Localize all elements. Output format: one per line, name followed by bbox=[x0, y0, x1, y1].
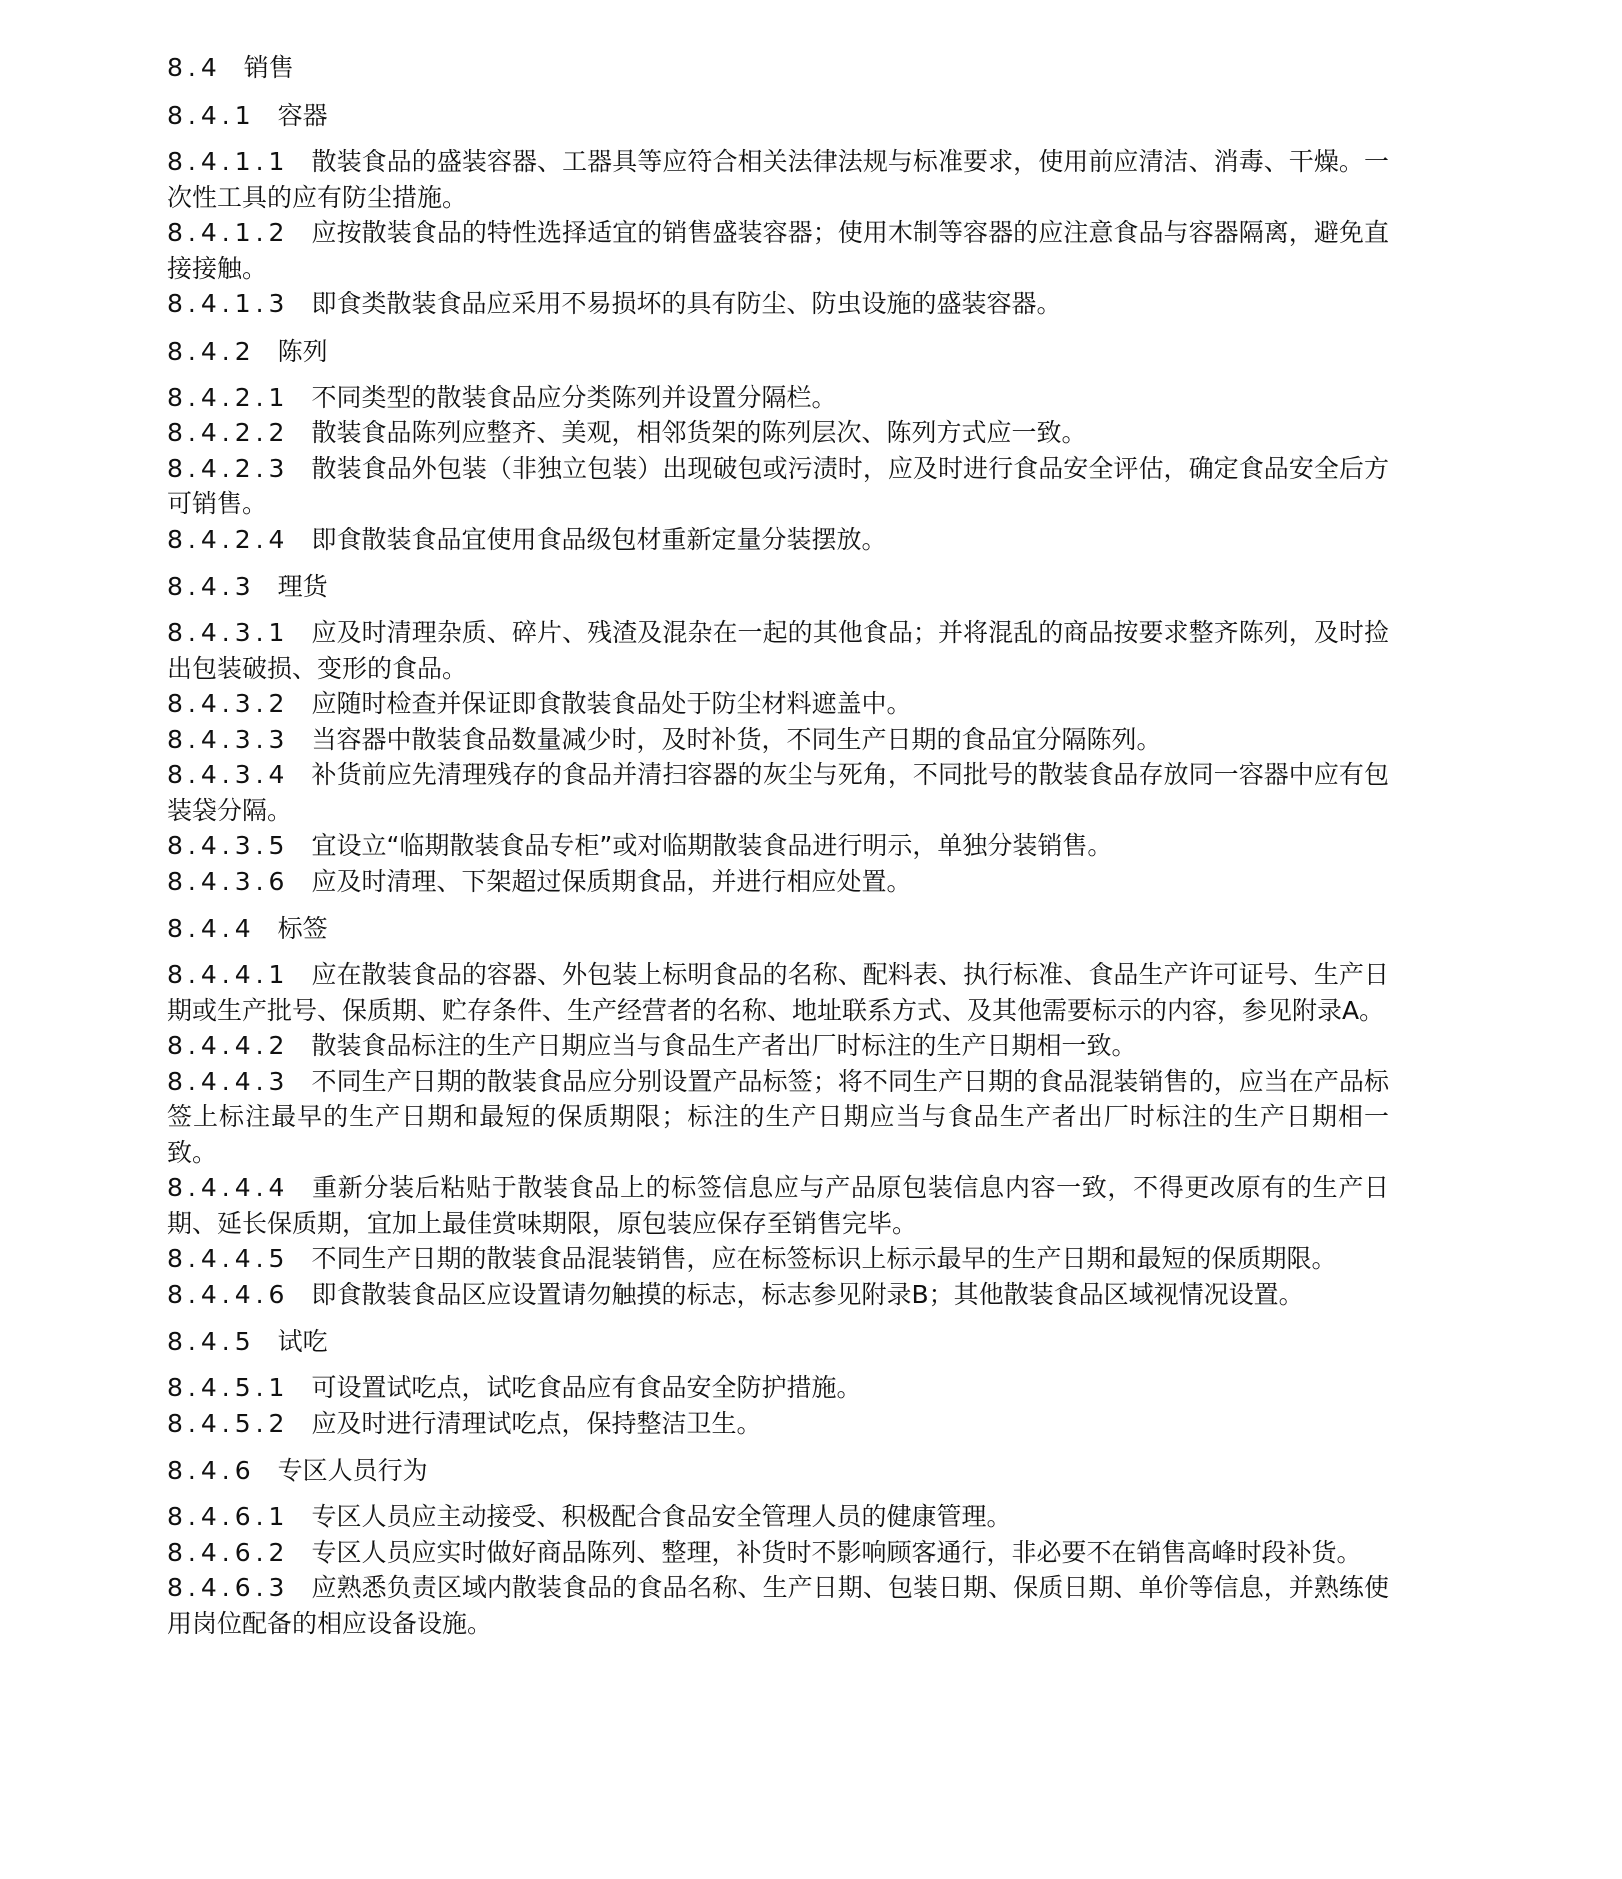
clause-number: 8.4.2.4 bbox=[167, 524, 290, 554]
clause-text: 应及时清理杂质、碎片、残渣及混杂在一起的其他食品；并将混乱的商品按要求整齐陈列，及时捡出包装破损、变形的食品。 bbox=[167, 618, 1389, 683]
clause-text: 应熟悉负责区域内散装食品的食品名称、生产日期、包装日期、保质日期、单价等信息，并熟练使用岗位配备的相应设备设施。 bbox=[167, 1573, 1389, 1638]
section-title: 陈列 bbox=[277, 336, 328, 366]
clause-text: 专区人员应实时做好商品陈列、整理，补货时不影响顾客通行，非必要不在销售高峰时段补货。 bbox=[311, 1537, 1362, 1567]
subsection-heading bbox=[167, 911, 1389, 947]
clause-number: 8.4.4.1 bbox=[167, 960, 290, 989]
section-title: 容器 bbox=[277, 101, 328, 130]
clause-number: 8.4.2.2 bbox=[167, 418, 290, 447]
clause-number: 8.4.3.4 bbox=[167, 760, 290, 789]
clause-text: 散装食品陈列应整齐、美观，相邻货架的陈列层次、陈列方式应一致。 bbox=[311, 418, 1087, 447]
clause-text: 应及时进行清理试吃点，保持整洁卫生。 bbox=[311, 1408, 762, 1438]
clause-number: 8.4.4.4 bbox=[167, 1173, 290, 1202]
section-number: 8.4.2 bbox=[167, 336, 256, 366]
clause bbox=[167, 686, 1389, 722]
clause-number: 8.4.4.2 bbox=[167, 1031, 290, 1060]
clause-number: 8.4.1.3 bbox=[167, 289, 290, 318]
clause-number: 8.4.1.2 bbox=[167, 218, 290, 247]
clause-number: 8.4.6.2 bbox=[167, 1537, 290, 1567]
clause-text: 即食散装食品宜使用食品级包材重新定量分装摆放。 bbox=[311, 524, 887, 554]
clause-text: 不同类型的散装食品应分类陈列并设置分隔栏。 bbox=[311, 382, 837, 412]
clause bbox=[167, 286, 1389, 322]
clause bbox=[167, 828, 1389, 864]
clause-text: 即食散装食品区应设置请勿触摸的标志，标志参见附录B；其他散装食品区域视情况设置。 bbox=[311, 1279, 1304, 1309]
clause bbox=[167, 1499, 1389, 1535]
clause-number: 8.4.3.1 bbox=[167, 618, 290, 647]
clause bbox=[167, 1170, 1389, 1241]
clause-number: 8.4.4.5 bbox=[167, 1244, 290, 1273]
clause bbox=[167, 522, 1389, 558]
main-section-heading bbox=[167, 50, 1389, 86]
section-number: 8.4.5 bbox=[167, 1327, 256, 1356]
subsection-heading bbox=[167, 1453, 1389, 1489]
clause-text: 应在散装食品的容器、外包装上标明食品的名称、配料表、执行标准、食品生产许可证号、生产日期或生产批号、保质期、贮存条件、生产经营者的名称、地址联系方式、及其他需要标示的内容，参见附录A。 bbox=[167, 960, 1389, 1025]
subsection-heading bbox=[167, 334, 1389, 370]
clause-text: 当容器中散装食品数量减少时，及时补货，不同生产日期的食品宜分隔陈列。 bbox=[311, 724, 1162, 754]
clause-number: 8.4.5.2 bbox=[167, 1408, 290, 1438]
clause-number: 8.4.3.3 bbox=[167, 724, 290, 754]
section-title: 标签 bbox=[277, 914, 328, 943]
section-number: 8.4.3 bbox=[167, 572, 256, 601]
clause bbox=[167, 1535, 1389, 1571]
clause-number: 8.4.1.1 bbox=[167, 147, 290, 176]
clause bbox=[167, 1241, 1389, 1277]
clause bbox=[167, 1028, 1389, 1064]
clause-list bbox=[167, 1370, 1389, 1441]
clause-list bbox=[167, 615, 1389, 899]
section-number: 8.4.1 bbox=[167, 101, 256, 130]
subsection-heading bbox=[167, 1324, 1389, 1360]
clause-number: 8.4.4.3 bbox=[167, 1066, 290, 1096]
clause-number: 8.4.6.1 bbox=[167, 1502, 290, 1531]
document-page bbox=[167, 50, 1389, 1653]
clause-text: 不同生产日期的散装食品混装销售，应在标签标识上标示最早的生产日期和最短的保质期限。 bbox=[311, 1244, 1337, 1273]
clause bbox=[167, 215, 1389, 286]
clause bbox=[167, 144, 1389, 215]
clause bbox=[167, 615, 1389, 686]
clause bbox=[167, 1064, 1389, 1171]
clause bbox=[167, 864, 1389, 900]
clause-number: 8.4.6.3 bbox=[167, 1573, 290, 1602]
clause-number: 8.4.3.5 bbox=[167, 831, 290, 860]
clause-text: 散装食品标注的生产日期应当与食品生产者出厂时标注的生产日期相一致。 bbox=[311, 1031, 1137, 1060]
clause-number: 8.4.4.6 bbox=[167, 1279, 290, 1309]
section-title: 专区人员行为 bbox=[277, 1456, 428, 1485]
clause-list bbox=[167, 957, 1389, 1312]
clause-text: 重新分装后粘贴于散装食品上的标签信息应与产品原包装信息内容一致，不得更改原有的生产日期、延长保质期，宜加上最佳赏味期限，原包装应保存至销售完毕。 bbox=[167, 1173, 1389, 1238]
section-number: 8.4.4 bbox=[167, 914, 256, 943]
clause-text: 即食类散装食品应采用不易损坏的具有防尘、防虫设施的盛装容器。 bbox=[311, 289, 1062, 318]
clause bbox=[167, 380, 1389, 416]
section-title: 销售 bbox=[243, 53, 294, 82]
clause-text: 专区人员应主动接受、积极配合食品安全管理人员的健康管理。 bbox=[311, 1502, 1012, 1531]
clause bbox=[167, 451, 1389, 522]
clause-text: 可设置试吃点，试吃食品应有食品安全防护措施。 bbox=[311, 1373, 862, 1402]
clause-list bbox=[167, 1499, 1389, 1641]
clause bbox=[167, 757, 1389, 828]
clause-list bbox=[167, 144, 1389, 322]
clause-text: 宜设立“临期散装食品专柜”或对临期散装食品进行明示，单独分装销售。 bbox=[311, 831, 1113, 860]
clause-number: 8.4.5.1 bbox=[167, 1373, 290, 1402]
clause bbox=[167, 957, 1389, 1028]
clause-text: 应及时清理、下架超过保质期食品，并进行相应处置。 bbox=[311, 866, 912, 896]
clause-text: 散装食品的盛装容器、工器具等应符合相关法律法规与标准要求，使用前应清洁、消毒、干燥。一次性工具的应有防尘措施。 bbox=[167, 147, 1389, 212]
clause bbox=[167, 1370, 1389, 1406]
clause-number: 8.4.2.1 bbox=[167, 382, 290, 412]
clause-number: 8.4.2.3 bbox=[167, 453, 290, 483]
clause bbox=[167, 722, 1389, 758]
subsection-heading bbox=[167, 98, 1389, 134]
section-title: 理货 bbox=[277, 572, 328, 601]
clause-text: 应按散装食品的特性选择适宜的销售盛装容器；使用木制等容器的应注意食品与容器隔离，避免直接接触。 bbox=[167, 218, 1389, 283]
clause-list bbox=[167, 380, 1389, 558]
section-number: 8.4 bbox=[167, 53, 222, 82]
section-title: 试吃 bbox=[277, 1327, 328, 1356]
clause bbox=[167, 415, 1389, 451]
subsection-heading bbox=[167, 569, 1389, 605]
clause-number: 8.4.3.2 bbox=[167, 689, 290, 718]
section-number: 8.4.6 bbox=[167, 1456, 256, 1485]
clause bbox=[167, 1570, 1389, 1641]
clause-text: 应随时检查并保证即食散装食品处于防尘材料遮盖中。 bbox=[311, 689, 912, 718]
clause-number: 8.4.3.6 bbox=[167, 866, 290, 896]
clause-text: 散装食品外包装（非独立包装）出现破包或污渍时，应及时进行食品安全评估，确定食品安全后方可销售。 bbox=[167, 453, 1389, 518]
clause-text: 补货前应先清理残存的食品并清扫容器的灰尘与死角，不同批号的散装食品存放同一容器中应有包装袋分隔。 bbox=[167, 760, 1389, 825]
clause bbox=[167, 1277, 1389, 1313]
clause-text: 不同生产日期的散装食品应分别设置产品标签；将不同生产日期的食品混装销售的，应当在产品标签上标注最早的生产日期和最短的保质期限；标注的生产日期应当与食品生产者出厂时标注的生产日期相一致。 bbox=[167, 1066, 1389, 1167]
clause bbox=[167, 1406, 1389, 1442]
